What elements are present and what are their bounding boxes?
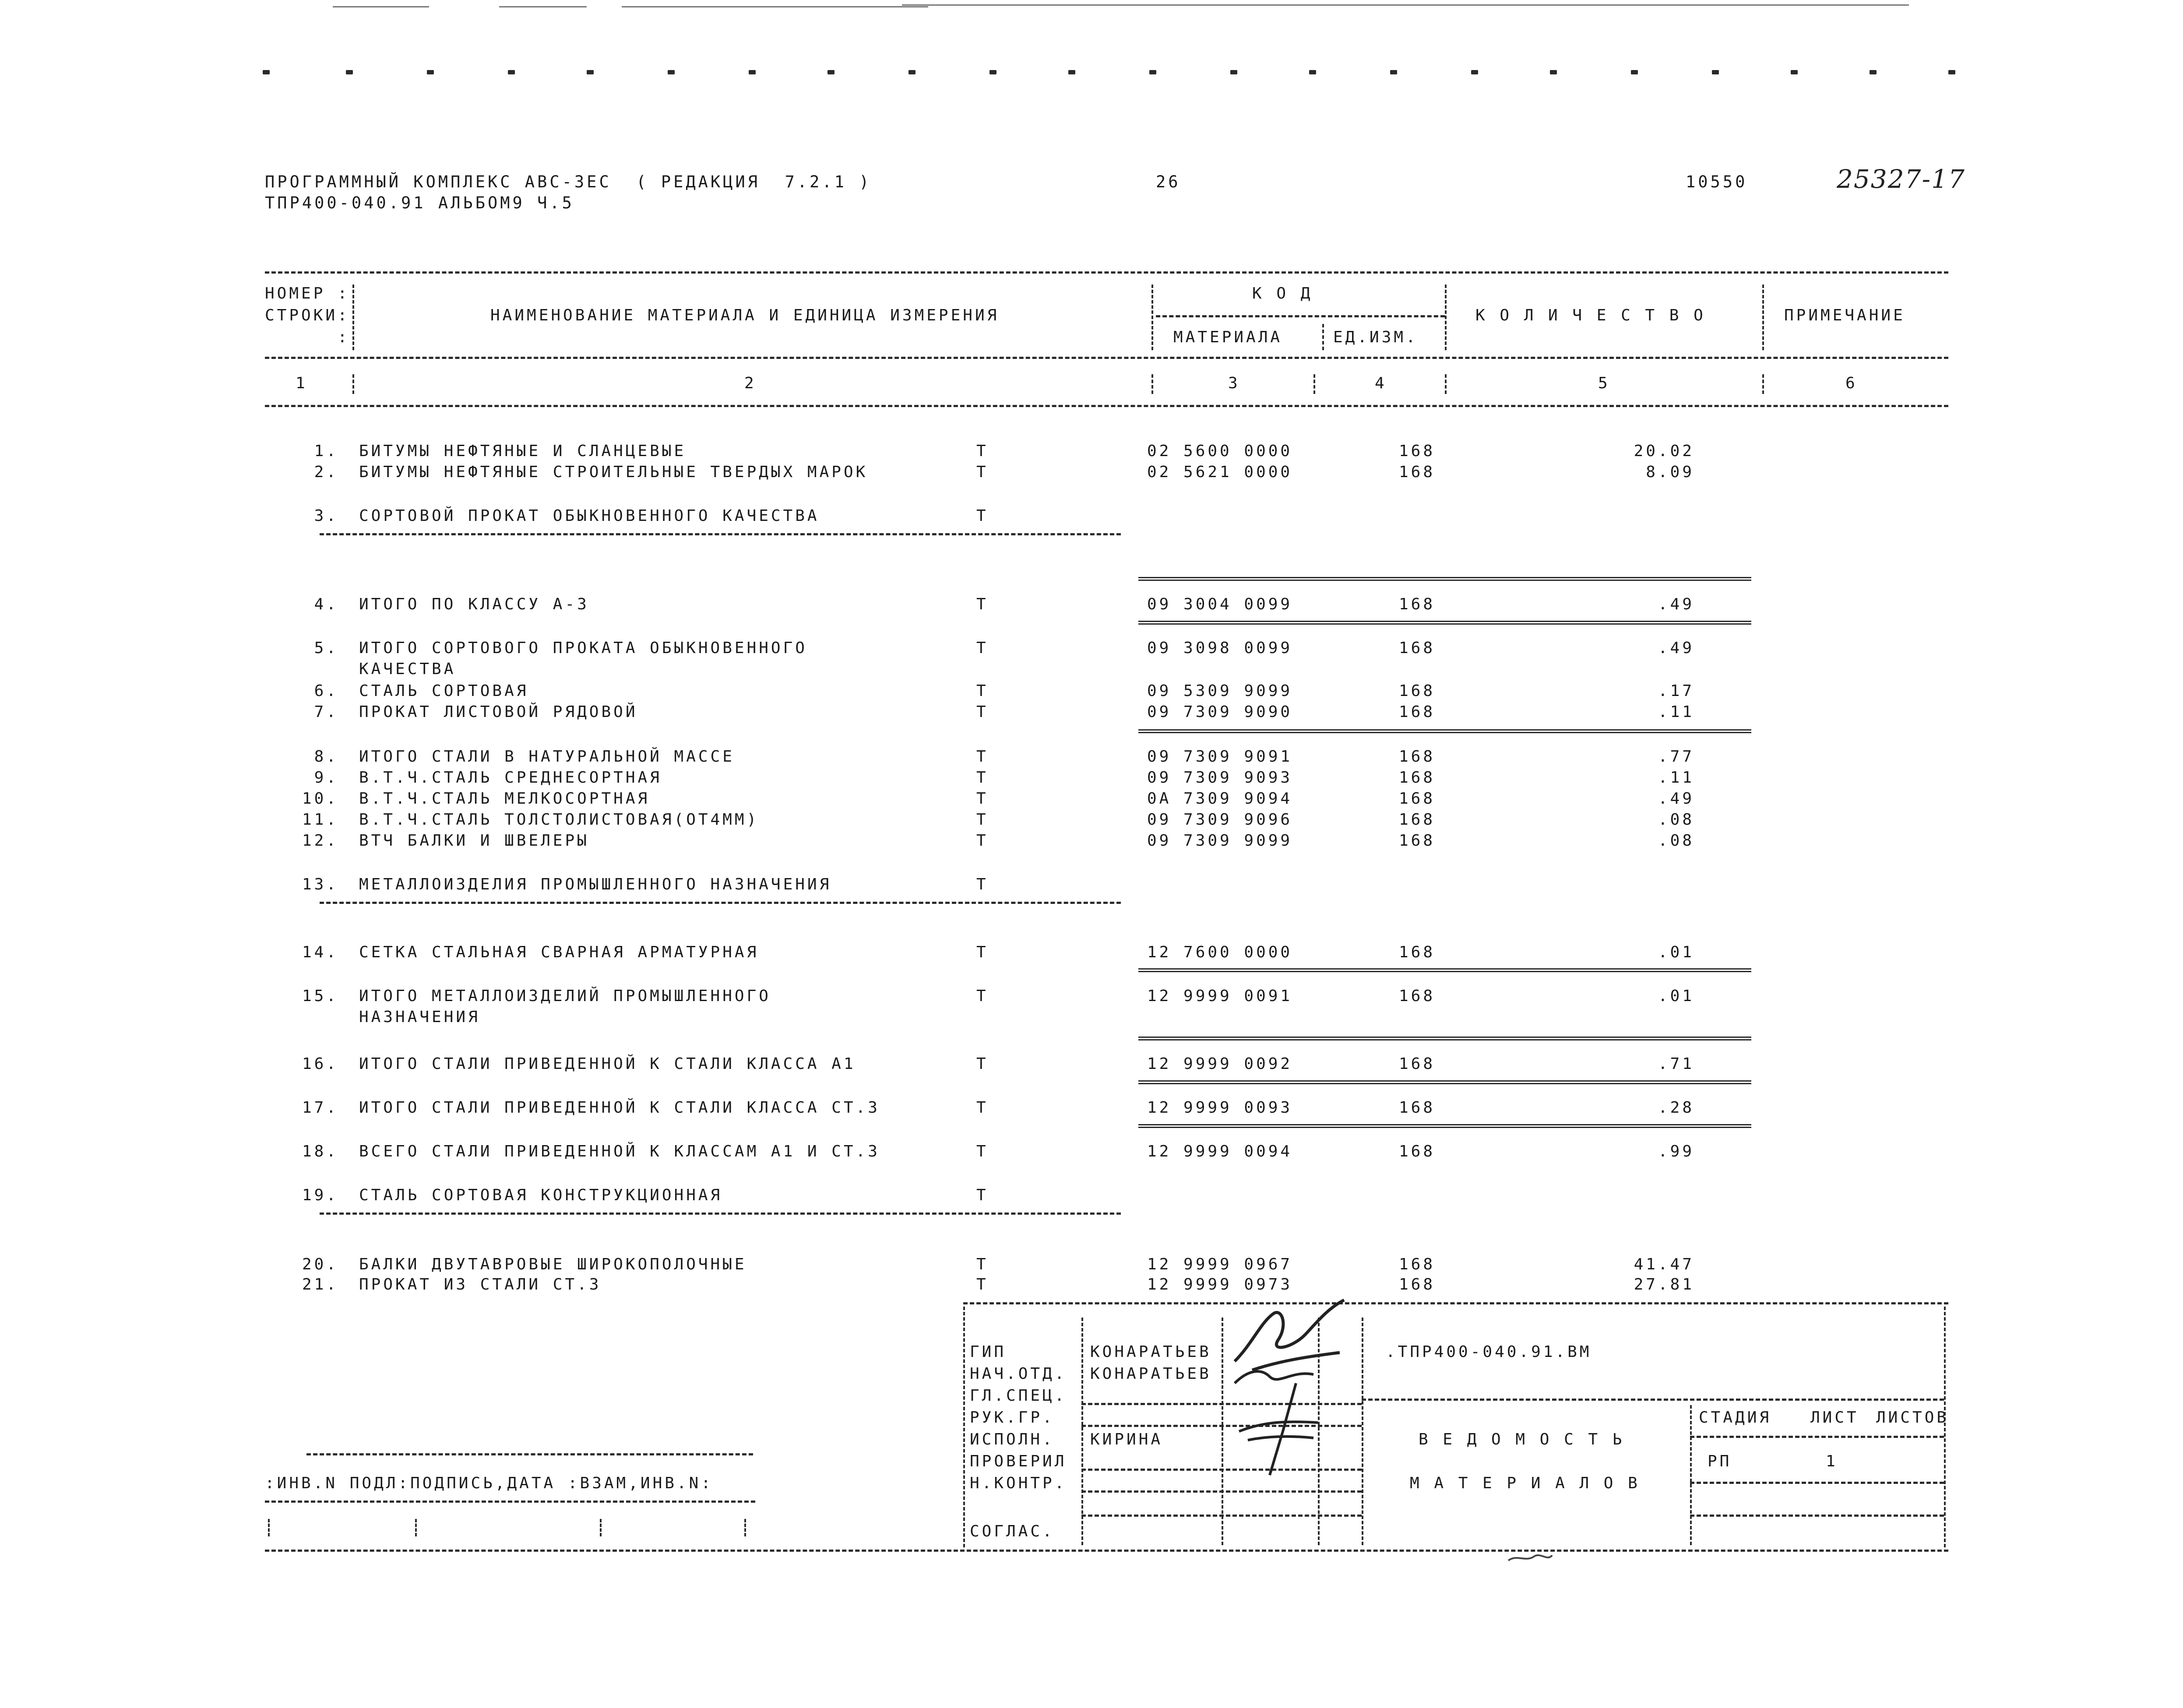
- stamp-document-code: .ТПР400-040.91.ВМ: [1386, 1343, 1592, 1361]
- stamp-divider: [1690, 1405, 1692, 1545]
- row-number: 13.: [302, 875, 339, 893]
- col-number-1: 1: [296, 374, 308, 392]
- row-material-code: 12 9999 0094: [1147, 1142, 1293, 1160]
- row-unit: Т: [976, 1276, 989, 1293]
- row-unit: Т: [976, 703, 989, 721]
- stamp-stadia-value: РП: [1708, 1452, 1732, 1470]
- row-unit: Т: [976, 682, 989, 700]
- row-unit: Т: [976, 463, 989, 481]
- row-quantity: .28: [1658, 1099, 1694, 1117]
- row-number: 21.: [302, 1276, 339, 1293]
- row-number: 17.: [302, 1099, 339, 1117]
- row-material-code: 0А 7309 9094: [1147, 790, 1293, 808]
- program-name: ПРОГРАММНЫЙ КОМПЛЕКС АВС-3ЕС ( РЕДАКЦИЯ 7.2.1 ): [265, 172, 872, 191]
- row-number: 4.: [302, 595, 339, 613]
- row-unit-code: 168: [1399, 595, 1436, 613]
- row-number: 11.: [302, 811, 339, 829]
- row-material-name: В.Т.Ч.СТАЛЬ СРЕДНЕСОРТНАЯ: [359, 769, 662, 787]
- row-material-code: 12 7600 0000: [1147, 943, 1293, 961]
- scribble-mark: [1506, 1552, 1554, 1565]
- row-unit: Т: [976, 790, 989, 808]
- row-material-code: 12 9999 0091: [1147, 987, 1293, 1005]
- row-number: 12.: [302, 832, 339, 850]
- col-divider: [1445, 374, 1447, 394]
- scan-top-line: [333, 6, 429, 7]
- stamp-person: КИРИНА: [1090, 1430, 1163, 1448]
- row-unit: Т: [976, 811, 989, 829]
- row-unit: Т: [976, 875, 989, 893]
- stamp-right-edge: [1944, 1307, 1946, 1547]
- row-unit-code: 168: [1399, 1099, 1436, 1117]
- inv-row-rule: [265, 1501, 755, 1503]
- row-material-name: ПРОКАТ ЛИСТОВОЙ РЯДОВОЙ: [359, 703, 638, 721]
- col-note-header: ПРИМЕЧАНИЕ: [1784, 306, 1905, 324]
- stamp-role: СОГЛАС.: [970, 1522, 1055, 1540]
- row-unit: Т: [976, 943, 989, 961]
- row-material-code: 12 9999 0092: [1147, 1055, 1293, 1073]
- row-material-name: БИТУМЫ НЕФТЯНЫЕ СТРОИТЕЛЬНЫЕ ТВЕРДЫХ МАРОК: [359, 463, 868, 481]
- stamp-title-line1: В Е Д О М О С Т Ь: [1419, 1430, 1625, 1448]
- row-material-code: 12 9999 0093: [1147, 1099, 1293, 1117]
- col-number-5: 5: [1598, 374, 1610, 392]
- row-material-code: 09 7309 9096: [1147, 811, 1293, 829]
- row-quantity: 8.09: [1646, 463, 1694, 481]
- row-unit: Т: [976, 1099, 989, 1117]
- row-unit: Т: [976, 987, 989, 1005]
- row-material-code: 09 3098 0099: [1147, 639, 1293, 657]
- inventory-labels: :ИНВ.N ПОДЛ:ПОДПИСЬ,ДАТА :ВЗАМ,ИНВ.N:: [265, 1474, 713, 1492]
- row-unit-code: 168: [1399, 682, 1436, 700]
- stamp-title-line2: М А Т Е Р И А Л О В: [1410, 1474, 1640, 1492]
- inv-divider: [744, 1519, 746, 1536]
- stamp-left-edge: [963, 1307, 965, 1547]
- row-material-name: В.Т.Ч.СТАЛЬ ТОЛСТОЛИСТОВАЯ(ОТ4ММ): [359, 811, 759, 829]
- row-number: 1.: [302, 442, 339, 460]
- row-unit: Т: [976, 1142, 989, 1160]
- row-material-name: СТАЛЬ СОРТОВАЯ: [359, 682, 529, 700]
- row-number: 14.: [302, 943, 339, 961]
- row-quantity: .17: [1658, 682, 1694, 700]
- row-unit-code: 168: [1399, 442, 1436, 460]
- col-number-4: 4: [1375, 374, 1387, 392]
- row-unit-code: 168: [1399, 987, 1436, 1005]
- row-material-code: 09 7309 9091: [1147, 748, 1293, 766]
- col-name-header: НАИМЕНОВАНИЕ МАТЕРИАЛА И ЕДИНИЦА ИЗМЕРЕНИЯ: [490, 306, 1000, 324]
- stamp-list-header: ЛИСТ: [1810, 1409, 1859, 1427]
- row-unit-code: 168: [1399, 1055, 1436, 1073]
- row-unit: Т: [976, 832, 989, 850]
- scan-top-line: [902, 4, 1909, 6]
- row-material-name-cont: НАЗНАЧЕНИЯ: [359, 1008, 480, 1026]
- row-unit: Т: [976, 595, 989, 613]
- row-material-name: БАЛКИ ДВУТАВРОВЫЕ ШИРОКОПОЛОЧНЫЕ: [359, 1255, 747, 1273]
- row-number: 16.: [302, 1055, 339, 1073]
- scan-top-line: [622, 6, 928, 7]
- stamp-person: КОНАРАТЬЕВ: [1090, 1343, 1211, 1361]
- row-material-name: ВТЧ БАЛКИ И ШВЕЛЕРЫ: [359, 832, 589, 850]
- row-material-name: ИТОГО СОРТОВОГО ПРОКАТА ОБЫКНОВЕННОГО: [359, 639, 807, 657]
- inv-divider: [600, 1519, 602, 1536]
- stamp-role: Н.КОНТР.: [970, 1474, 1067, 1492]
- col-divider: [1313, 374, 1315, 394]
- row-unit-code: 168: [1399, 748, 1436, 766]
- total-rule: [1138, 968, 1751, 972]
- row-material-name: ИТОГО ПО КЛАССУ А-3: [359, 595, 589, 613]
- stamp-divider: [1362, 1318, 1363, 1545]
- row-material-code: 02 5600 0000: [1147, 442, 1293, 460]
- row-quantity: .71: [1658, 1055, 1694, 1073]
- row-material-name-cont: КАЧЕСТВА: [359, 660, 456, 678]
- row-material-name: МЕТАЛЛОИЗДЕЛИЯ ПРОМЫШЛЕННОГО НАЗНАЧЕНИЯ: [359, 875, 832, 893]
- row-number: 6.: [302, 682, 339, 700]
- row-unit-code: 168: [1399, 1276, 1436, 1293]
- stamp-person: КОНАРАТЬЕВ: [1090, 1365, 1211, 1383]
- page-bottom-rule: [265, 1550, 1948, 1552]
- row-material-name: СОРТОВОЙ ПРОКАТ ОБЫКНОВЕННОГО КАЧЕСТВА: [359, 507, 820, 525]
- col-divider: [1151, 285, 1153, 350]
- col-number-6: 6: [1845, 374, 1858, 392]
- row-unit-code: 168: [1399, 639, 1436, 657]
- stamp-role: ИСПОЛН.: [970, 1430, 1055, 1448]
- album-name: ТПР400-040.91 АЛЬБОМ9 Ч.5: [265, 193, 574, 212]
- row-material-name: БИТУМЫ НЕФТЯНЫЕ И СЛАНЦЕВЫЕ: [359, 442, 687, 460]
- stamp-row-rule: [1690, 1482, 1944, 1484]
- row-unit: Т: [976, 1255, 989, 1273]
- row-number: 3.: [302, 507, 339, 525]
- stamp-row-rule: [1081, 1490, 1362, 1493]
- row-unit-code: 168: [1399, 943, 1436, 961]
- row-unit-code: 168: [1399, 463, 1436, 481]
- row-unit-code: 168: [1399, 1255, 1436, 1273]
- col-number-2: 2: [744, 374, 757, 392]
- row-quantity: .08: [1658, 832, 1694, 850]
- row-unit-code: 168: [1399, 832, 1436, 850]
- row-unit: Т: [976, 507, 989, 525]
- col-divider: [352, 285, 354, 350]
- row-number: 7.: [302, 703, 339, 721]
- total-rule: [1138, 1037, 1751, 1040]
- row-material-code: 09 7309 9093: [1147, 769, 1293, 787]
- row-quantity: 27.81: [1634, 1276, 1694, 1293]
- header-rule: [265, 357, 1948, 359]
- row-material-name: ПРОКАТ ИЗ СТАЛИ СТ.3: [359, 1276, 602, 1293]
- scan-top-line: [499, 6, 587, 7]
- row-material-name: В.Т.Ч.СТАЛЬ МЕЛКОСОРТНАЯ: [359, 790, 650, 808]
- col-divider: [1762, 285, 1764, 350]
- stamp-divider: [1222, 1318, 1223, 1545]
- row-material-code: 09 7309 9090: [1147, 703, 1293, 721]
- row-unit-code: 168: [1399, 769, 1436, 787]
- stamp-divider: [1081, 1318, 1083, 1545]
- stamp-row-rule: [1081, 1515, 1362, 1517]
- row-material-name: ИТОГО СТАЛИ ПРИВЕДЕННОЙ К СТАЛИ КЛАССА А1: [359, 1055, 856, 1073]
- total-rule: [1138, 621, 1751, 625]
- row-quantity: .01: [1658, 987, 1694, 1005]
- row-unit: Т: [976, 639, 989, 657]
- row-number: 20.: [302, 1255, 339, 1273]
- row-number: 2.: [302, 463, 339, 481]
- row-number: 15.: [302, 987, 339, 1005]
- row-material-code: 09 7309 9099: [1147, 832, 1293, 850]
- row-unit: Т: [976, 769, 989, 787]
- col-number-3: 3: [1228, 374, 1240, 392]
- row-material-name: СЕТКА СТАЛЬНАЯ СВАРНАЯ АРМАТУРНАЯ: [359, 943, 759, 961]
- handwritten-archive-number: 25327-17: [1837, 164, 1965, 194]
- row-material-code: 09 3004 0099: [1147, 595, 1293, 613]
- total-rule: [1138, 729, 1751, 733]
- header-bottom-rule: [265, 405, 1948, 407]
- row-quantity: .01: [1658, 943, 1694, 961]
- row-quantity: .08: [1658, 811, 1694, 829]
- col-kod-ed: ЕД.ИЗМ.: [1333, 328, 1418, 346]
- row-unit: Т: [976, 1186, 989, 1204]
- stamp-listov-header: ЛИСТОВ: [1876, 1409, 1949, 1427]
- row-unit-code: 168: [1399, 811, 1436, 829]
- stamp-role: ГИП: [970, 1343, 1007, 1361]
- print-code: 10550: [1686, 172, 1748, 191]
- row-number: 18.: [302, 1142, 339, 1160]
- row-quantity: 20.02: [1634, 442, 1694, 460]
- col-nomer-line1: НОМЕР :: [265, 285, 350, 302]
- col-kod-header: К О Д: [1252, 285, 1313, 302]
- row-quantity: .11: [1658, 769, 1694, 787]
- total-rule: [1138, 1124, 1751, 1128]
- row-quantity: .99: [1658, 1142, 1694, 1160]
- row-number: 10.: [302, 790, 339, 808]
- row-material-code: 02 5621 0000: [1147, 463, 1293, 481]
- col-nomer-line3: :: [265, 328, 350, 346]
- group-underline: [320, 1212, 1121, 1215]
- row-quantity: .49: [1658, 790, 1694, 808]
- row-unit-code: 168: [1399, 1142, 1436, 1160]
- col-nomer-line2: СТРОКИ:: [265, 306, 350, 324]
- printer-feed-marks: [263, 70, 1953, 83]
- row-material-code: 12 9999 0973: [1147, 1276, 1293, 1293]
- kod-subrule: [1156, 315, 1445, 317]
- stamp-role: ПРОВЕРИЛ: [970, 1452, 1067, 1470]
- stamp-row-rule: [1690, 1515, 1944, 1517]
- row-unit: Т: [976, 748, 989, 766]
- row-material-code: 09 5309 9099: [1147, 682, 1293, 700]
- stamp-role: НАЧ.ОТД.: [970, 1365, 1067, 1383]
- row-quantity: .49: [1658, 639, 1694, 657]
- row-material-name: ИТОГО СТАЛИ В НАТУРАЛЬНОЙ МАССЕ: [359, 748, 735, 766]
- group-underline: [320, 902, 1121, 904]
- row-material-name: ИТОГО МЕТАЛЛОИЗДЕЛИЙ ПРОМЫШЛЕННОГО: [359, 987, 771, 1005]
- page-number: 26: [1156, 172, 1181, 191]
- row-number: 9.: [302, 769, 339, 787]
- col-divider: [1151, 374, 1153, 394]
- group-underline: [320, 533, 1121, 535]
- stamp-role: ГЛ.СПЕЦ.: [970, 1387, 1067, 1405]
- row-unit: Т: [976, 442, 989, 460]
- row-material-name: СТАЛЬ СОРТОВАЯ КОНСТРУКЦИОННАЯ: [359, 1186, 723, 1204]
- row-material-name: ИТОГО СТАЛИ ПРИВЕДЕННОЙ К СТАЛИ КЛАССА СТ.3: [359, 1099, 880, 1117]
- inv-divider: [415, 1519, 417, 1536]
- row-quantity: .49: [1658, 595, 1694, 613]
- inv-divider: [268, 1519, 270, 1536]
- row-quantity: .11: [1658, 703, 1694, 721]
- row-number: 5.: [302, 639, 339, 657]
- row-number: 19.: [302, 1186, 339, 1204]
- stamp-section-rule: [1362, 1399, 1944, 1401]
- row-unit-code: 168: [1399, 790, 1436, 808]
- col-divider: [1445, 285, 1447, 350]
- stamp-role: РУК.ГР.: [970, 1409, 1055, 1427]
- row-unit: Т: [976, 1055, 989, 1073]
- row-quantity: 41.47: [1634, 1255, 1694, 1273]
- total-rule: [1138, 1080, 1751, 1084]
- col-divider: [1322, 324, 1324, 350]
- signature-ispoln: [1230, 1379, 1331, 1480]
- row-number: 8.: [302, 748, 339, 766]
- table-top-rule: [265, 271, 1948, 274]
- stamp-top-rule: [963, 1302, 1948, 1304]
- stamp-list-value: 1: [1826, 1452, 1838, 1470]
- row-unit-code: 168: [1399, 703, 1436, 721]
- row-material-code: 12 9999 0967: [1147, 1255, 1293, 1273]
- col-divider: [352, 374, 354, 394]
- inv-top-rule: [306, 1453, 753, 1455]
- stamp-stadia-header: СТАДИЯ: [1699, 1409, 1772, 1427]
- col-kod-material: МАТЕРИАЛА: [1173, 328, 1283, 346]
- row-quantity: .77: [1658, 748, 1694, 766]
- total-rule: [1138, 577, 1751, 581]
- stamp-row-rule: [1690, 1436, 1944, 1438]
- col-qty-header: К О Л И Ч Е С Т В О: [1475, 306, 1706, 324]
- col-divider: [1762, 374, 1764, 394]
- row-material-name: ВСЕГО СТАЛИ ПРИВЕДЕННОЙ К КЛАССАМ А1 И СТ.3: [359, 1142, 880, 1160]
